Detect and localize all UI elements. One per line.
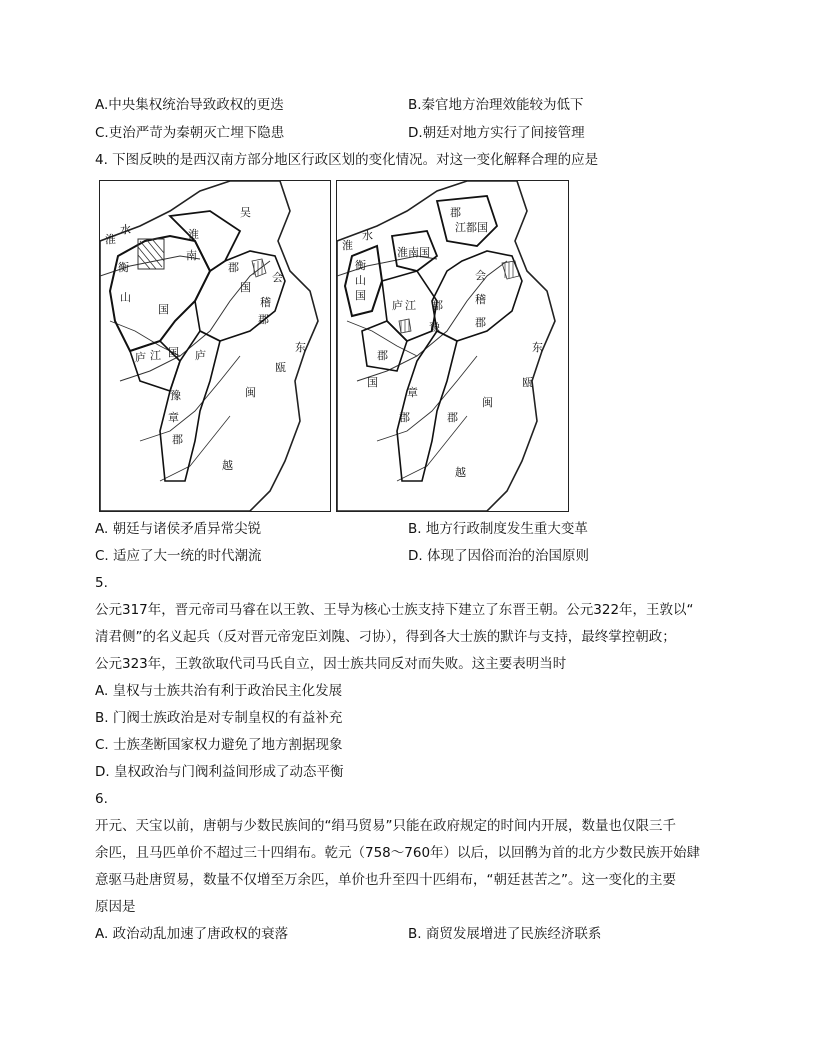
- q5-line1: 公元317年，晋元帝司马睿在以王敦、王导为核心士族支持下建立了东晋王朝。公元322年，王敦以“: [95, 602, 694, 618]
- map-left-drawing: [100, 181, 330, 511]
- map-left-label-guo1: 国: [158, 303, 169, 316]
- q5-option-d: D. 皇权政治与门阀利益间形成了动态平衡: [95, 764, 344, 780]
- map-right-label-jiang: 江: [405, 299, 416, 312]
- map-left-label-dong: 东: [295, 341, 306, 354]
- q6-line1: 开元、天宝以前，唐朝与少数民族间的“绢马贸易”只能在政府规定的时间内开展，数量也仅限三千: [95, 818, 676, 834]
- map-left-label-yue: 越: [222, 459, 233, 472]
- map-left-label-jiang: 江: [150, 349, 161, 362]
- map-left: [99, 180, 331, 512]
- q3-option-c: C.吏治严苛为秦朝灭亡埋下隐患: [95, 125, 285, 141]
- q4-option-b: B. 地方行政制度发生重大变革: [408, 521, 588, 537]
- q6-option-a: A. 政治动乱加速了唐政权的衰落: [95, 926, 289, 942]
- map-left-label-heng: 衡: [118, 261, 129, 274]
- map-left-label-huaishui-2: 水: [120, 223, 131, 236]
- map-left-label-lu: 庐: [135, 351, 146, 364]
- map-right-label-jun4: 郡: [399, 411, 410, 424]
- map-right-label-huainanguo: 淮南国: [397, 246, 430, 259]
- map-left-label-huai: 淮: [188, 228, 199, 241]
- q5-number: 5.: [95, 575, 108, 591]
- map-left-label-ji: 稽: [260, 296, 271, 309]
- map-left-label-zhang: 章: [168, 411, 179, 424]
- map-right-label-jun3: 郡: [377, 349, 388, 362]
- map-right-label-yue: 越: [455, 466, 466, 479]
- q3-option-a: A.中央集权统治导致政权的更迭: [95, 97, 284, 113]
- q3-option-b: B.秦官地方治理效能较为低下: [408, 97, 584, 113]
- map-right-label-jiangduguo: 江都国: [455, 221, 488, 234]
- map-left-label-ou: 瓯: [275, 361, 286, 374]
- map-left-label-yu: 豫: [170, 389, 181, 402]
- map-left-label-jun3: 郡: [172, 433, 183, 446]
- q6-line3: 意驱马赴唐贸易，数量不仅增至万余匹，单价也升至四十匹绢布，“朝廷甚苦之”。这一变化的主要: [95, 872, 676, 888]
- map-left-label-nan: 南: [186, 249, 197, 262]
- q4-option-a: A. 朝廷与诸侯矛盾异常尖锐: [95, 521, 262, 537]
- q4-option-d: D. 体现了因俗而治的治国原则: [408, 548, 589, 564]
- map-right-label-jun-top: 郡: [450, 206, 461, 219]
- q5-line2: 清君侧”的名义起兵（反对晋元帝宠臣刘隗、刁协），得到各大士族的默许与支持，最终掌控朝政；: [95, 629, 676, 645]
- map-left-label-min: 闽: [245, 386, 256, 399]
- map-right-label-shan: 山: [355, 274, 366, 287]
- q3-option-d: D.朝廷对地方实行了间接管理: [408, 125, 585, 141]
- map-right-label-min: 闽: [482, 396, 493, 409]
- map-left-label-guo3: 国: [168, 346, 179, 359]
- map-left-label-jun2: 郡: [258, 313, 269, 326]
- map-left-label-hui: 会: [272, 271, 283, 284]
- map-left-label-huaishui-1: 淮: [105, 233, 116, 246]
- map-right-label-ji: 稽: [475, 293, 486, 306]
- q5-line3: 公元323年，王敦欲取代司马氏自立，因士族共同反对而失败。这主要表明当时: [95, 656, 567, 672]
- map-right-label-huaishui-1: 淮: [342, 239, 353, 252]
- q6-line4: 原因是: [95, 899, 136, 915]
- map-left-label-jun1: 郡: [228, 261, 239, 274]
- map-right-label-jun1: 郡: [432, 299, 443, 312]
- map-left-label-guo2: 国: [240, 281, 251, 294]
- map-left-label-lu2: 庐: [195, 349, 206, 362]
- map-right-label-ou: 瓯: [522, 376, 533, 389]
- map-right-label-jun5: 郡: [447, 411, 458, 424]
- map-right-label-lu: 庐: [392, 299, 403, 312]
- q4-stem: 4. 下图反映的是西汉南方部分地区行政区划的变化情况。对这一变化解释合理的应是: [95, 152, 599, 168]
- map-right-label-heng: 衡: [355, 259, 366, 272]
- map-right-label-zhang: 章: [407, 386, 418, 399]
- map-right: [336, 180, 569, 512]
- q6-line2: 余匹，且马匹单价不超过三十四绢布。乾元（758～760年）以后，以回鹘为首的北方少数民族开始肆: [95, 845, 701, 861]
- map-left-label-wu: 吴: [240, 206, 251, 219]
- map-right-drawing: [337, 181, 568, 511]
- map-right-label-jun2: 郡: [475, 316, 486, 329]
- map-right-label-yu: 豫: [429, 321, 440, 334]
- q5-option-a: A. 皇权与士族共治有利于政治民主化发展: [95, 683, 343, 699]
- map-right-label-dong: 东: [532, 341, 543, 354]
- map-right-label-huaishui-2: 水: [362, 229, 373, 242]
- map-right-label-guo1: 国: [355, 289, 366, 302]
- q4-option-c: C. 适应了大一统的时代潮流: [95, 548, 262, 564]
- q6-number: 6.: [95, 791, 108, 807]
- q5-option-b: B. 门阀士族政治是对专制皇权的有益补充: [95, 710, 343, 726]
- q6-option-b: B. 商贸发展增进了民族经济联系: [408, 926, 602, 942]
- map-right-label-hui: 会: [475, 269, 486, 282]
- map-right-label-guo2: 国: [367, 376, 378, 389]
- q5-option-c: C. 士族垄断国家权力避免了地方割据现象: [95, 737, 343, 753]
- map-left-label-shan: 山: [120, 291, 131, 304]
